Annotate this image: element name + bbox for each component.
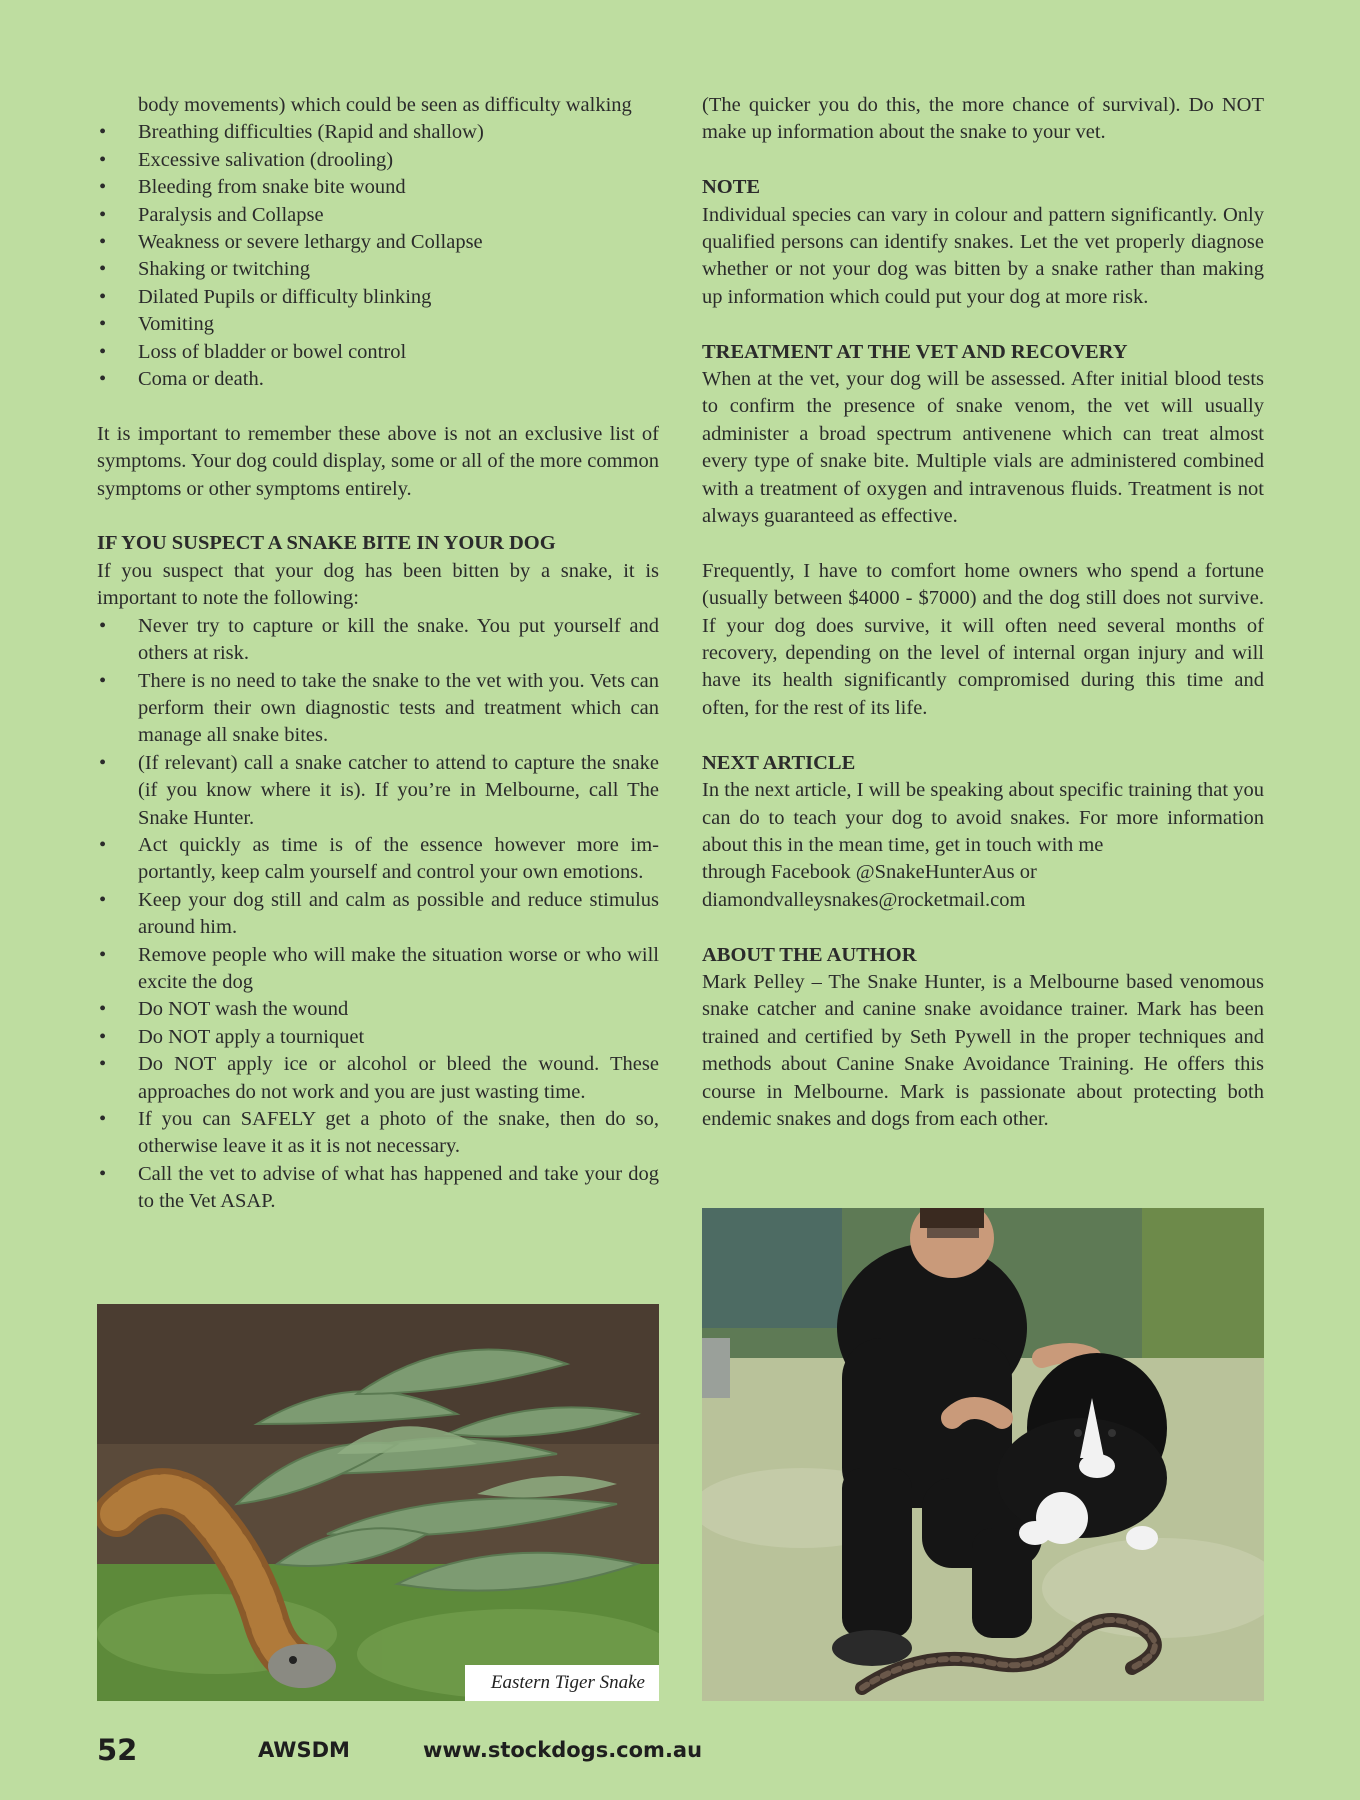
symptom-list [97, 119, 659, 393]
list-item: • Dilated Pupils or difficulty blinking [97, 284, 659, 311]
frequently-paragraph: Frequently, I have to comfort home owners who spend a fortune (usually between $4000 - $7000) and the dog still does not survive. If your dog does survive, it will often need several months of recovery, depending on the level of internal organ injury and will have its health significantly compromised during this time and often, for the rest of its life. [702, 559, 1264, 719]
list-item: • Do NOT wash the wound [97, 996, 659, 1023]
website-link[interactable]: www.stockdogs.com.au [423, 1738, 703, 1762]
email-contact: diamondvalleysnakes@rocketmail.com [702, 888, 1026, 911]
tiger-snake-illustration [97, 1304, 659, 1701]
author-photo [702, 1208, 1264, 1701]
steps-list [97, 613, 659, 1216]
list-item: • Keep your dog still and calm as possible and reduce stimulus around him. [97, 887, 659, 942]
list-item: • Do NOT apply ice or alcohol or bleed the wound. These approaches do not work and you are just wasting time. [97, 1051, 659, 1106]
symptom-continuation: body movements) which could be seen as difficulty walking [138, 94, 632, 116]
note-paragraph: Individual species can vary in colour and pattern significantly. Only qualified persons can identify snakes. Let the vet properly diagnose whether or not your dog was bitten by a snake rather than making up information which could put your dog at more risk. [702, 203, 1264, 308]
author-with-dog-illustration [702, 1208, 1264, 1701]
list-item: • Excessive salivation (drooling) [97, 147, 659, 174]
left-column [97, 92, 659, 1216]
list-item: • Coma or death. [97, 366, 659, 393]
survival-paragraph: (The quicker you do this, the more chance of survival). Do NOT make up information about the snake to your vet. [702, 94, 1264, 144]
suspect-heading: IF YOU SUSPECT A SNAKE BITE IN YOUR DOG [97, 532, 556, 555]
facebook-contact: through Facebook @SnakeHunterAus or [702, 861, 1037, 884]
next-article-paragraph: In the next article, I will be speaking about specific training that you can do to teach your dog to avoid snakes. For more information about this in the mean time, get in touch with me [702, 779, 1264, 856]
photo-caption: Eastern Tiger Snake [465, 1665, 659, 1701]
suspect-intro: If you suspect that your dog has been bitten by a snake, it is important to note the following: [97, 559, 659, 610]
list-item: • Never try to capture or kill the snake. You put yourself and others at risk. [97, 613, 659, 668]
list-item: • Paralysis and Collapse [97, 202, 659, 229]
page-number: 52 [97, 1733, 138, 1767]
list-item: • (If relevant) call a snake catcher to attend to capture the snake (if you know where it is). If you’re in Melbourne, call The Snake Hunter. [97, 750, 659, 832]
list-item: • Weakness or severe lethargy and Collapse [97, 229, 659, 256]
right-column [702, 92, 1264, 1133]
magazine-name: AWSDM [258, 1738, 350, 1762]
author-paragraph: Mark Pelley – The Snake Hunter, is a Melbourne based venomous snake catcher and canine snake avoidance trainer. Mark has been trained and certified by Seth Pywell in the proper techniques and methods about Canine Snake Avoidance Training. He offers this course in Melbourne. Mark is passionate about protecting both endemic snakes and dogs from each other. [702, 970, 1264, 1130]
treatment-heading: TREATMENT AT THE VET AND RECOVERY [702, 340, 1128, 363]
list-item: • There is no need to take the snake to the vet with you. Vets can perform their own diagnostic tests and treatment which can manage all snake bites. [97, 668, 659, 750]
author-heading: ABOUT THE AUTHOR [702, 943, 917, 966]
list-item: • Breathing difficulties (Rapid and shallow) [97, 119, 659, 146]
list-item: • Loss of bladder or bowel control [97, 339, 659, 366]
list-item: • Remove people who will make the situation worse or who will excite the dog [97, 942, 659, 997]
snake-photo [97, 1304, 659, 1701]
next-article-heading: NEXT ARTICLE [702, 751, 856, 774]
list-item: • Do NOT apply a tourniquet [97, 1024, 659, 1051]
list-item: • Shaking or twitching [97, 256, 659, 283]
list-item: • Bleeding from snake bite wound [97, 174, 659, 201]
list-item: • If you can SAFELY get a photo of the snake, then do so, otherwise leave it as it is not necessary. [97, 1106, 659, 1161]
list-item: • Call the vet to advise of what has happened and take your dog to the Vet ASAP. [97, 1161, 659, 1216]
list-item: • Act quickly as time is of the essence however more importantly, keep calm yourself and control your own emotions. [97, 832, 659, 887]
note-heading: NOTE [702, 176, 761, 199]
treatment-paragraph: When at the vet, your dog will be assessed. After initial blood tests to confirm the presence of snake venom, the vet will usually administer a broad spectrum antivenene which can treat almost every type of snake bite. Multiple vials are administered combined with a treatment of oxygen and intravenous fluids. Treatment is not always guaranteed as effective. [702, 368, 1264, 528]
list-item: • Vomiting [97, 311, 659, 338]
important-paragraph: It is important to remember these above is not an exclusive list of symptoms. Your dog could display, some or all of the more common symptoms or other symptoms entirely. [97, 422, 659, 500]
